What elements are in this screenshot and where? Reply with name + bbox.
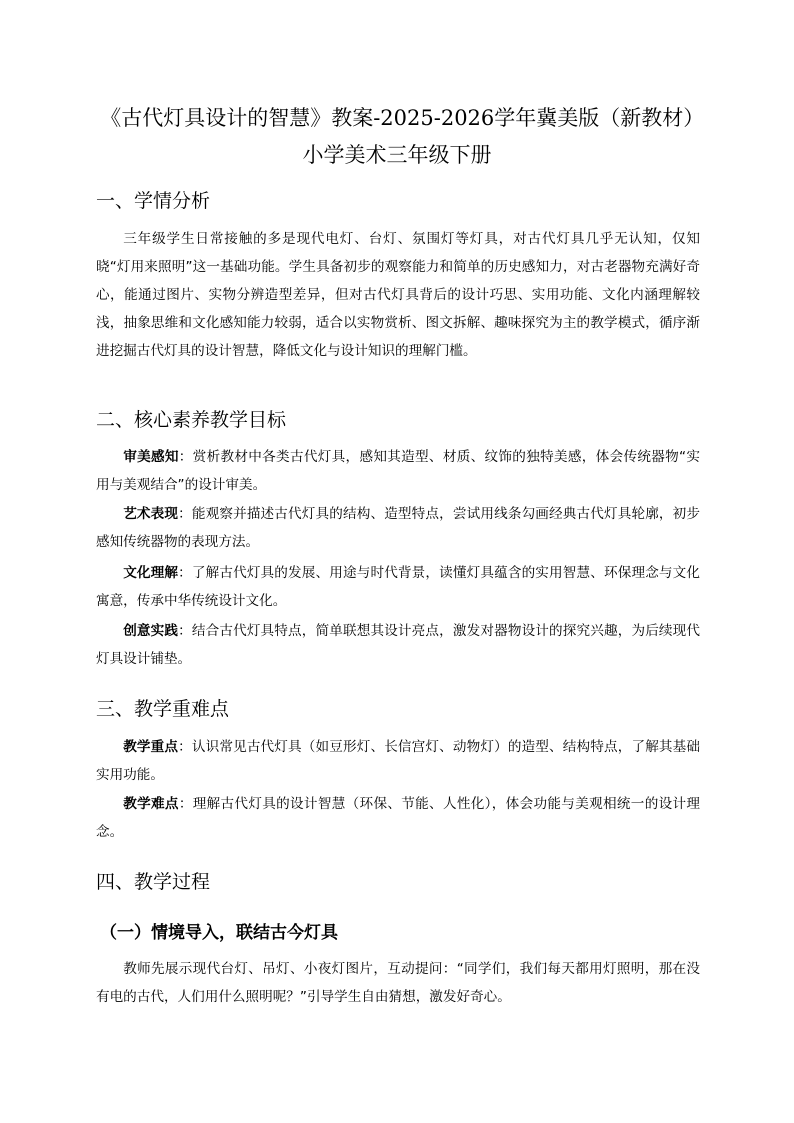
goal-creative-practice (96, 617, 700, 673)
goal-text: ：了解古代灯具的发展、用途与时代背景，读懂灯具蕴含的实用智慧、环保理念与文化寓意，传承中华传统设计文化。 (96, 565, 701, 609)
goal-term: 审美感知 (123, 449, 179, 465)
goal-text: ：能观察并描述古代灯具的结构、造型特点，尝试用线条勾画经典古代灯具轮廓，初步感知传统器物的表现方法。 (96, 506, 701, 550)
goal-term: 创意实践 (123, 623, 179, 639)
section-heading-core-goals: 二、核心素养教学目标 (96, 409, 287, 431)
key-point-term: 教学重点 (123, 739, 179, 755)
teaching-key-point (96, 733, 700, 789)
goal-artistic-expression (96, 500, 700, 556)
goal-term: 艺术表现 (123, 506, 179, 522)
key-point-text: ：认识常见古代灯具（如豆形灯、长信宫灯、动物灯）的造型、结构特点，了解其基础实用功能。 (96, 739, 701, 783)
teaching-difficult-point (96, 790, 700, 846)
document-title: 《古代灯具设计的智慧》教案-2025-2026学年冀美版（新教材）小学美术三年级下册 (100, 106, 694, 167)
section-heading-key-difficult-points: 三、教学重难点 (96, 698, 230, 720)
context-intro-paragraph: 教师先展示现代台灯、吊灯、小夜灯图片，互动提问：“同学们，我们每天都用灯照明，那在没有电的古代，人们用什么照明呢？”引导学生自由猜想，激发好奇心。 (96, 961, 700, 1005)
difficult-point-text: ：理解古代灯具的设计智慧（环保、节能、人性化），体会功能与美观相统一的设计理念。 (96, 796, 701, 840)
goal-aesthetic-perception (96, 443, 700, 499)
subsection-heading-context-intro: （一）情境导入，联结古今灯具 (100, 923, 338, 943)
section-heading-learner-analysis: 一、学情分析 (96, 190, 211, 212)
goal-text: ：结合古代灯具特点，简单联想其设计亮点，激发对器物设计的探究兴趣，为后续现代灯具设计铺垫。 (96, 623, 701, 667)
goal-text: ：赏析教材中各类古代灯具，感知其造型、材质、纹饰的独特美感，体会传统器物“实用与美观结合”的设计审美。 (96, 449, 700, 493)
learner-analysis-paragraph: 三年级学生日常接触的多是现代电灯、台灯、氛围灯等灯具，对古代灯具几乎无认知，仅知晓“灯用来照明”这一基础功能。学生具备初步的观察能力和简单的历史感知力，对古老器物充满好奇心，能通过图片、实物分辨造型差异，但对古代灯具背后的设计巧思、实用功能、文化内涵理解较浅，抽象思维和文化感知能力较弱，适合以实物赏析、图文拆解、趣味探究为主的教学模式，循序渐进挖掘古代灯具的设计智慧，降低文化与设计知识的理解门槛。 (96, 231, 700, 359)
section-heading-teaching-process: 四、教学过程 (96, 871, 211, 893)
difficult-point-term: 教学难点 (123, 796, 179, 812)
goal-cultural-understanding (96, 559, 700, 615)
goal-term: 文化理解 (123, 565, 179, 581)
